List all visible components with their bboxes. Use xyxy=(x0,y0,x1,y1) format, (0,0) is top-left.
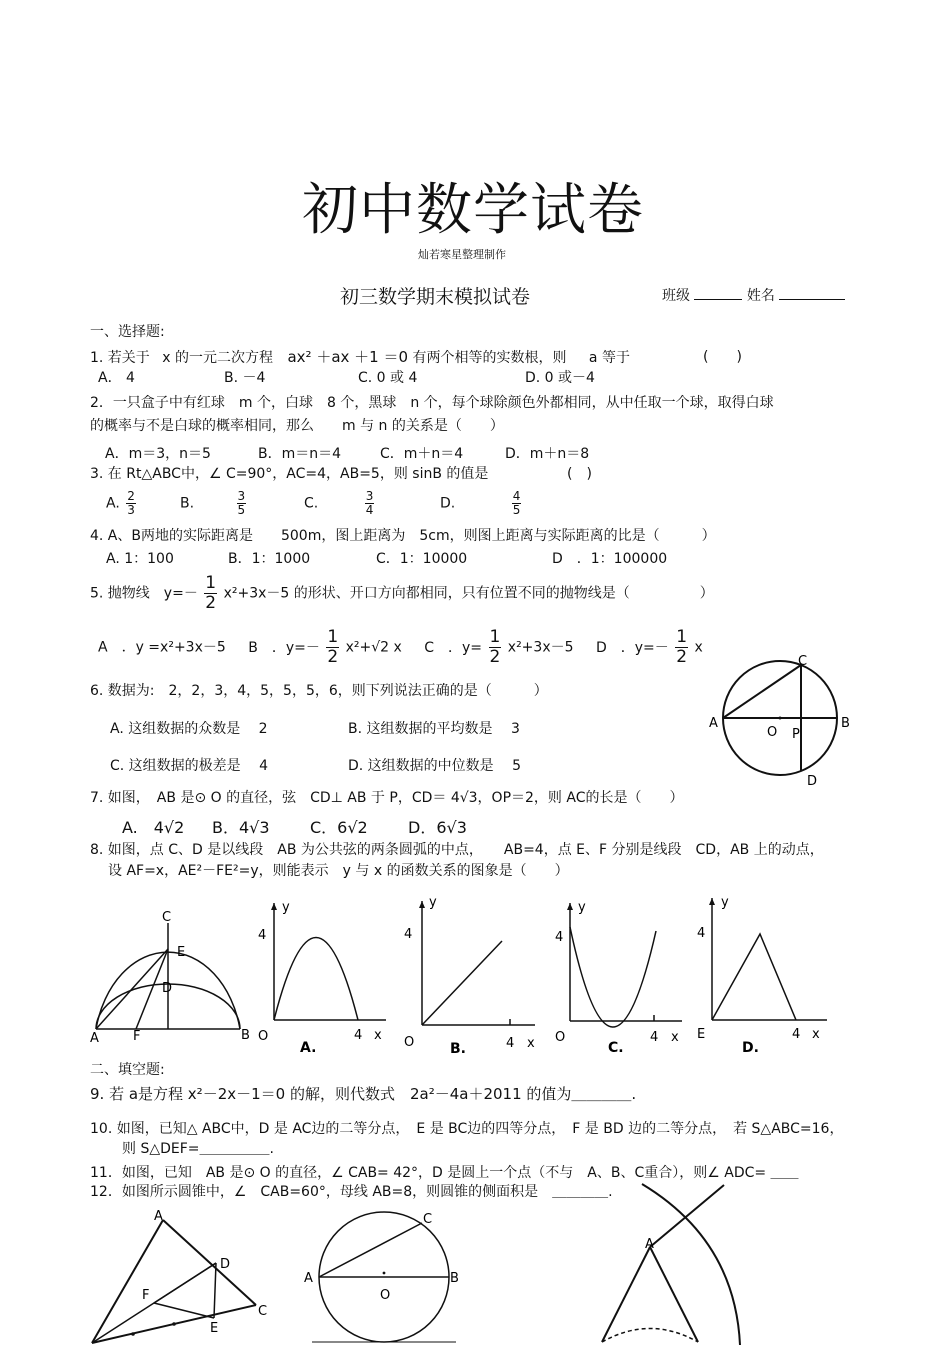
page-title: 初中数学试卷 xyxy=(302,178,644,243)
graph-d-choice: D. xyxy=(742,1040,759,1056)
graph-a-origin: O xyxy=(258,1029,269,1044)
graph-b-y-label: y xyxy=(429,895,437,910)
q1-equation: ax² ＋ax ＋1 ＝0 xyxy=(287,348,409,366)
graph-c-y-label: y xyxy=(578,900,586,915)
q6-choice-c: C. 这组数据的极差是 4 xyxy=(110,758,269,774)
graph-c-origin: O xyxy=(555,1030,566,1045)
graph-b-origin: O xyxy=(404,1035,415,1050)
q1-choice-d: D. 0 或－4 xyxy=(525,370,595,386)
fig11-label-c: C xyxy=(423,1212,433,1227)
fig8-label-a: A xyxy=(90,1031,99,1046)
q4-choice-c: C．1：10000 xyxy=(376,551,468,567)
q6-stem: 6. 数据为: 2，2，3，4，5，5，5，6，则下列说法正确的是（ ） xyxy=(90,683,548,699)
q9-text: 9. 若 a是方程 x²－2x－1＝0 的解，则代数式 2a²－4a＋2011 的值为＿＿＿＿. xyxy=(90,1085,637,1103)
two-arcs-figure xyxy=(88,905,258,1050)
q5-choices: A ．y =x²+3x－5 B ．y=－ $\frac{1}{2}$ x²+√2 x C ．y= $\frac{1}{2}$ x²+3x－5 D ．y=－ $\frac{1}{2}$ x xyxy=(98,627,703,667)
q3-a-den: 3 xyxy=(127,503,135,517)
q5-choice-b-a: B ．y=－ xyxy=(248,639,320,656)
graph-b-y-tick: 4 xyxy=(404,927,413,942)
q2-choice-c: C．m＋n＝4 xyxy=(380,446,464,462)
q10-line1: 10. 如图，已知△ ABC中，D 是 AC边的二等分点， E 是 BC边的四等分点， F 是 BD 边的二等分点， 若 S△ABC=16， xyxy=(90,1121,844,1137)
fig10-label-a: A xyxy=(154,1209,163,1224)
q1-choice-a: A． 4 xyxy=(98,370,135,386)
q11-text: 11．如图，已知 AB 是⊙ O 的直径，∠ CAB= 42°，D 是圆上一个点（不与 A、B、C重合），则∠ ADC= ＿＿ xyxy=(90,1165,799,1181)
fig6-label-b: B xyxy=(841,716,850,731)
q3-b-num: 3 xyxy=(237,489,246,503)
q3-a-num: 2 xyxy=(127,489,135,503)
graph-a-y-label: y xyxy=(282,900,290,915)
cone-figure xyxy=(590,1180,760,1345)
fig6-label-o: O xyxy=(767,725,778,740)
class-label: 班级 xyxy=(662,288,690,304)
fig10-label-f: F xyxy=(142,1288,150,1303)
q3-choice-a xyxy=(106,490,138,517)
q3-d-num: 4 xyxy=(512,489,521,503)
fig11-label-a: A xyxy=(304,1271,313,1286)
q3-c-den: 4 xyxy=(365,503,374,517)
fig12-label-a: A xyxy=(645,1237,654,1252)
q3-a-label: A. xyxy=(106,495,120,512)
q4-stem: 4. A、B两地的实际距离是 500m，图上距离为 5cm，则图上距离与实际距离的比是（ ） xyxy=(90,528,716,544)
exam-title: 初三数学期末模拟试卷 xyxy=(340,286,531,308)
q3-stem: 3. 在 Rt△ABC中，∠ C=90°，AC=4，AB=5，则 sinB 的值是 xyxy=(90,466,489,482)
graph-a-choice: A. xyxy=(300,1040,317,1056)
graph-c-x-tick: 4 xyxy=(650,1030,659,1045)
q2-choice-d: D．m＋n＝8 xyxy=(505,446,590,462)
q7-choice-c: C．6√2 xyxy=(310,818,368,837)
fig6-label-c: C xyxy=(798,654,808,669)
graph-a-y-tick: 4 xyxy=(258,928,267,943)
q2-choice-a: A．m＝3，n＝5 xyxy=(105,446,211,462)
graph-c-choice: C. xyxy=(608,1040,624,1056)
q3-choice-d xyxy=(440,490,523,517)
graph-d-origin: E xyxy=(697,1027,706,1042)
graph-b xyxy=(400,895,545,1060)
fig10-label-d: D xyxy=(220,1257,231,1272)
q5-stem-a: 5. 抛物线 y=－ xyxy=(90,585,198,602)
graph-c xyxy=(552,895,692,1060)
q10-line2: 则 S△DEF=＿＿＿＿＿. xyxy=(122,1141,274,1157)
triangle-figure xyxy=(88,1205,283,1345)
graph-a xyxy=(256,895,396,1060)
q1-paren: ( ) xyxy=(703,349,742,365)
q4-choice-b: B．1：1000 xyxy=(228,551,311,567)
q1-choice-b: B. －4 xyxy=(224,370,266,386)
circle-diameter-figure xyxy=(300,1205,470,1345)
fig10-label-e: E xyxy=(210,1321,219,1336)
graph-a-x-label: x xyxy=(374,1028,382,1043)
q1-choice-c: C. 0 或 4 xyxy=(358,370,418,386)
q1-stem-c: 有两个相等的实数根，则 xyxy=(412,350,567,366)
fig11-label-b: B xyxy=(450,1271,459,1286)
q5-choice-c-b: x²+3x－5 xyxy=(507,639,574,656)
fig8-label-c: C xyxy=(162,910,172,925)
name-blank xyxy=(779,299,845,300)
q5-choice-c-a: C ．y= xyxy=(424,639,483,656)
q5-choice-d-a: D ．y=－ xyxy=(595,639,669,656)
graph-b-x-tick: 4 xyxy=(506,1036,515,1051)
q3-b-label: B. xyxy=(180,495,195,512)
q1-stem-a: 1. 若关于 xyxy=(90,350,150,366)
q4-choice-d: D ．1：100000 xyxy=(552,551,668,567)
fig8-label-f: F xyxy=(133,1029,141,1044)
graph-c-x-label: x xyxy=(671,1030,679,1045)
q3-c-label: C. xyxy=(304,495,319,512)
q3-d-label: D. xyxy=(440,495,456,512)
graph-d xyxy=(692,892,837,1057)
fig8-label-e: E xyxy=(177,945,186,960)
q6-choice-d: D. 这组数据的中位数是 5 xyxy=(348,758,522,774)
q3-choice-c xyxy=(304,490,376,517)
name-label: 姓名 xyxy=(746,288,775,304)
graph-d-y-tick: 4 xyxy=(697,926,706,941)
circle-chord-figure xyxy=(700,650,860,790)
q2-line1: 2．一只盒子中有红球 m 个，白球 8 个，黑球 n 个，每个球除颜色外都相同，从中任取一个球，取得白球 xyxy=(90,395,774,411)
q6-choice-b: B. 这组数据的平均数是 3 xyxy=(348,721,520,737)
fig6-label-a: A xyxy=(709,716,718,731)
fig8-label-d: D xyxy=(162,981,173,996)
q3-paren: ( ) xyxy=(567,466,592,482)
q5-stem-b: x²+3x－5 的形状、开口方向都相同，只有位置不同的抛物线是（ ） xyxy=(223,585,714,602)
q4-choice-a: A. 1：100 xyxy=(106,551,174,567)
q5-frac-den: 2 xyxy=(205,593,217,613)
q2-choice-b: B．m＝n＝4 xyxy=(258,446,342,462)
q5-frac-num: 1 xyxy=(205,573,217,593)
q5-choice-a: A ．y =x²+3x－5 xyxy=(98,639,226,656)
q1-stem-d: a 等于 xyxy=(588,350,630,366)
q3-b-den: 5 xyxy=(237,503,246,517)
fig6-label-d: D xyxy=(807,774,818,789)
section-choice: 一、选择题: xyxy=(90,324,165,340)
q3-d-den: 5 xyxy=(512,503,521,517)
q7-choice-a: A. 4√2 xyxy=(122,818,185,837)
graph-d-y-label: y xyxy=(721,895,729,910)
q1-stem xyxy=(90,349,630,366)
fig8-label-b: B xyxy=(241,1028,250,1043)
q7-choice-d: D．6√3 xyxy=(408,818,467,837)
q8-line1: 8. 如图，点 C、D 是以线段 AB 为公共弦的两条圆弧的中点， AB=4，点 E、F 分别是线段 CD，AB 上的动点， xyxy=(90,842,824,858)
graph-b-x-label: x xyxy=(527,1036,535,1051)
section-fill: 二、填空题: xyxy=(90,1062,165,1078)
class-blank xyxy=(694,299,742,300)
q5-choice-b-b: x²+√2 x xyxy=(345,639,402,656)
q12-text: 12．如图所示圆锥中，∠ CAB=60°，母线 AB=8，则圆锥的侧面积是 ＿＿＿＿. xyxy=(90,1184,613,1200)
graph-a-x-tick: 4 xyxy=(354,1028,363,1043)
graph-d-x-tick: 4 xyxy=(792,1027,801,1042)
q6-choice-a: A. 这组数据的众数是 2 xyxy=(110,721,268,737)
graph-c-y-tick: 4 xyxy=(555,930,564,945)
q3-c-num: 3 xyxy=(365,489,374,503)
q5-choice-d-b: x xyxy=(694,639,703,656)
q8-line2: 设 AF=x，AE²－FE²=y，则能表示 y 与 x 的函数关系的图象是（ ） xyxy=(108,863,569,879)
fig6-label-p: P xyxy=(792,727,800,742)
fig10-label-c: C xyxy=(258,1304,268,1319)
graph-d-x-label: x xyxy=(812,1027,820,1042)
q1-stem-b: x 的一元二次方程 xyxy=(162,350,274,366)
graph-b-choice: B. xyxy=(450,1041,466,1057)
q3-choice-b xyxy=(180,490,248,517)
q7-stem: 7. 如图， AB 是⊙ O 的直径，弦 CD⊥ AB 于 P，CD＝ 4√3，OP＝2，则 AC的长是（ ） xyxy=(90,790,684,806)
q7-choice-b: B．4√3 xyxy=(212,818,270,837)
q5-stem xyxy=(90,574,714,613)
q2-line2: 的概率与不是白球的概率相同，那么 m 与 n 的关系是（ ） xyxy=(90,418,504,434)
class-field xyxy=(662,288,845,304)
page-subtitle: 灿若寒星整理制作 xyxy=(418,248,506,261)
fig11-label-o: O xyxy=(380,1288,391,1303)
